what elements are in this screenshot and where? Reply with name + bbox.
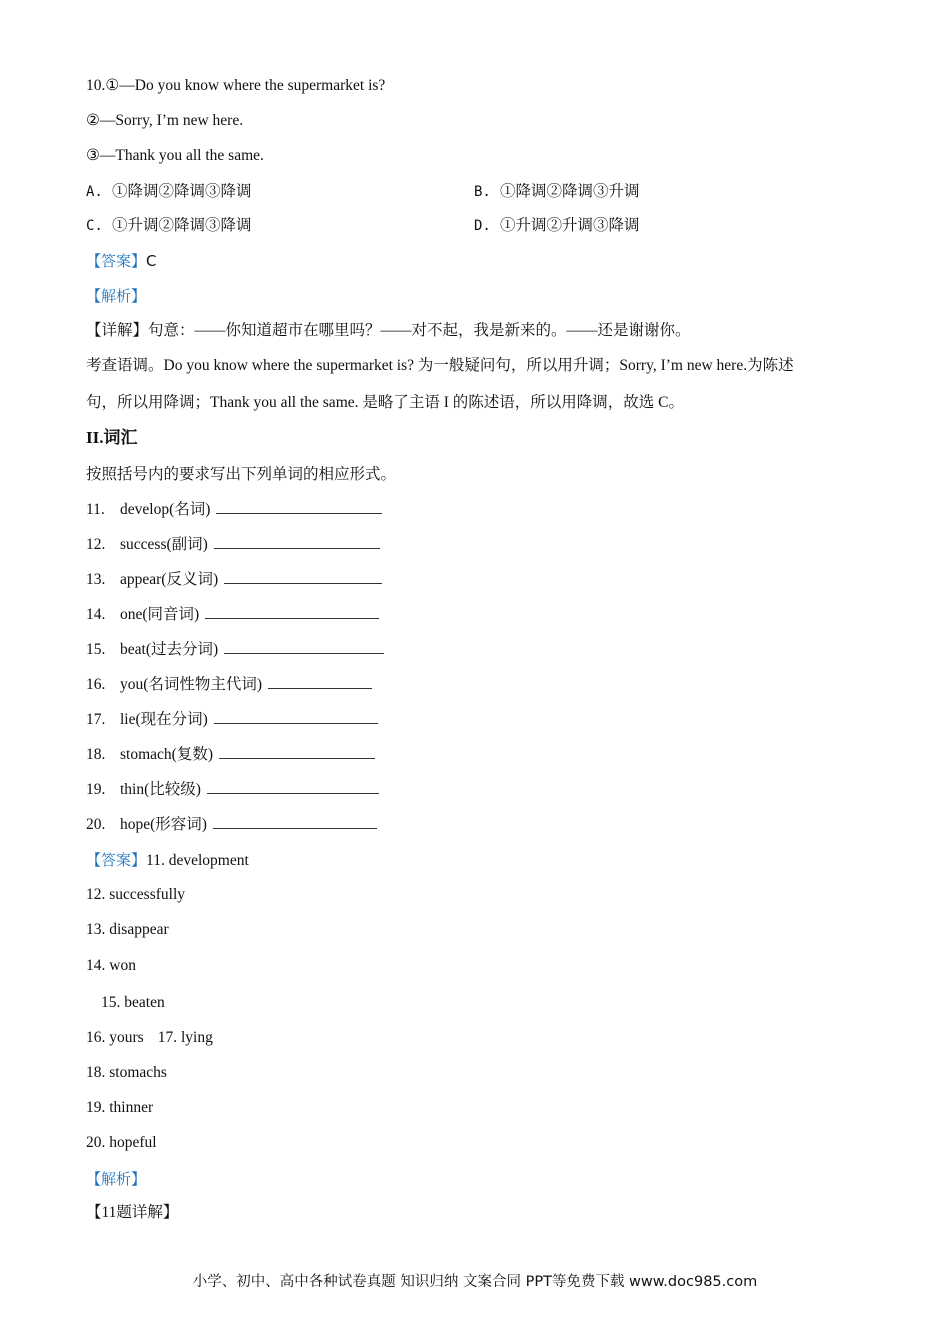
- item-number: 14.: [86, 606, 106, 623]
- section-instruction: 按照括号内的要求写出下列单词的相应形式。: [86, 466, 397, 483]
- answer-label: 【答案】: [86, 851, 147, 869]
- question-10-line-3: ③—Thank you all the same.: [86, 147, 264, 164]
- section2-analysis: [86, 1169, 146, 1190]
- question-10-prompt: 10.①—Do you know where the supermarket is?: [86, 77, 386, 94]
- item-number: 16.: [86, 676, 106, 693]
- item-text: success(副词): [120, 536, 208, 553]
- answer-value: C: [146, 252, 157, 270]
- item-number: 15.: [86, 641, 106, 658]
- answer-blank[interactable]: [214, 534, 380, 549]
- analysis-label: 【解析】: [86, 287, 147, 305]
- item-number: 17.: [86, 711, 106, 728]
- q10-detail: 【详解】句意：——你知道超市在哪里吗？——对不起，我是新来的。——还是谢谢你。: [86, 322, 691, 339]
- answer-blank[interactable]: [207, 779, 379, 794]
- option-b: [474, 182, 640, 202]
- answer-blank[interactable]: [268, 674, 372, 689]
- answers-line-11: [86, 850, 249, 871]
- item-17: [86, 709, 378, 730]
- item-text: you(名词性物主代词): [120, 676, 263, 693]
- item-12: [86, 534, 380, 555]
- item-14: [86, 604, 379, 625]
- option-a-text: ①降调②降调③降调: [112, 183, 252, 200]
- answers-line-16-17: [86, 1028, 213, 1048]
- detail-11-label: 【11题详解】: [86, 1204, 179, 1221]
- answer-16: 16. yours: [86, 1029, 144, 1046]
- item-number: 20.: [86, 816, 106, 833]
- item-18: [86, 744, 375, 765]
- item-text: one(同音词): [120, 606, 200, 623]
- answer-blank[interactable]: [205, 604, 379, 619]
- answer-15: 15. beaten: [101, 994, 165, 1011]
- item-text: beat(过去分词): [120, 641, 219, 658]
- answer-18: 18. stomachs: [86, 1064, 167, 1081]
- item-19: [86, 779, 379, 800]
- section-title: II.词汇: [86, 428, 138, 447]
- option-d-text: ①升调②升调③降调: [500, 217, 640, 234]
- item-number: 18.: [86, 746, 106, 763]
- item-11: [86, 499, 382, 520]
- option-d-key: D.: [474, 218, 491, 234]
- option-c-key: C.: [86, 218, 103, 234]
- option-b-key: B.: [474, 184, 491, 200]
- item-text: stomach(复数): [120, 746, 213, 763]
- answer-11: 11. development: [146, 852, 249, 869]
- item-number: 13.: [86, 571, 106, 588]
- answer-13: 13. disappear: [86, 921, 169, 938]
- answer-blank[interactable]: [213, 814, 377, 829]
- answer-20: 20. hopeful: [86, 1134, 157, 1151]
- item-text: appear(反义词): [120, 571, 219, 588]
- item-text: hope(形容词): [120, 816, 207, 833]
- option-c-text: ①升调②降调③降调: [112, 217, 252, 234]
- analysis-label: 【解析】: [86, 1170, 147, 1188]
- item-text: lie(现在分词): [120, 711, 208, 728]
- item-20: [86, 814, 377, 835]
- item-text: develop(名词): [120, 501, 211, 518]
- option-a-key: A.: [86, 184, 103, 200]
- q10-analysis: [86, 286, 146, 307]
- answer-14: 14. won: [86, 957, 136, 974]
- answer-blank[interactable]: [216, 499, 382, 514]
- item-text: thin(比较级): [120, 781, 201, 798]
- question-10-line-2: ②—Sorry, I’m new here.: [86, 112, 244, 129]
- option-c: [86, 216, 252, 236]
- answer-label: 【答案】: [86, 252, 147, 270]
- answer-12: 12. successfully: [86, 886, 186, 903]
- answer-blank[interactable]: [214, 709, 378, 724]
- item-number: 19.: [86, 781, 106, 798]
- item-number: 11.: [86, 501, 105, 518]
- answer-17: 17. lying: [157, 1029, 213, 1046]
- answer-blank[interactable]: [224, 639, 384, 654]
- answer-blank[interactable]: [219, 744, 375, 759]
- q10-answer: [86, 251, 157, 272]
- q10-explanation-2: 句，所以用降调；Thank you all the same. 是略了主语 I 的陈述语，所以用降调，故选 C。: [86, 394, 685, 411]
- answer-blank[interactable]: [224, 569, 382, 584]
- q10-explanation-1: 考查语调。Do you know where the supermarket is? 为一般疑问句，所以用升调；Sorry, I’m new here.为陈述: [86, 357, 794, 374]
- answer-19: 19. thinner: [86, 1099, 154, 1116]
- item-number: 12.: [86, 536, 106, 553]
- item-13: [86, 569, 382, 590]
- page-footer: 小学、初中、高中各种试卷真题 知识归纳 文案合同 PPT等免费下载 www.doc985.com: [192, 1274, 758, 1290]
- option-d: [474, 216, 640, 236]
- option-b-text: ①降调②降调③升调: [500, 183, 640, 200]
- option-a: [86, 182, 252, 202]
- item-15: [86, 639, 384, 660]
- item-16: [86, 674, 372, 695]
